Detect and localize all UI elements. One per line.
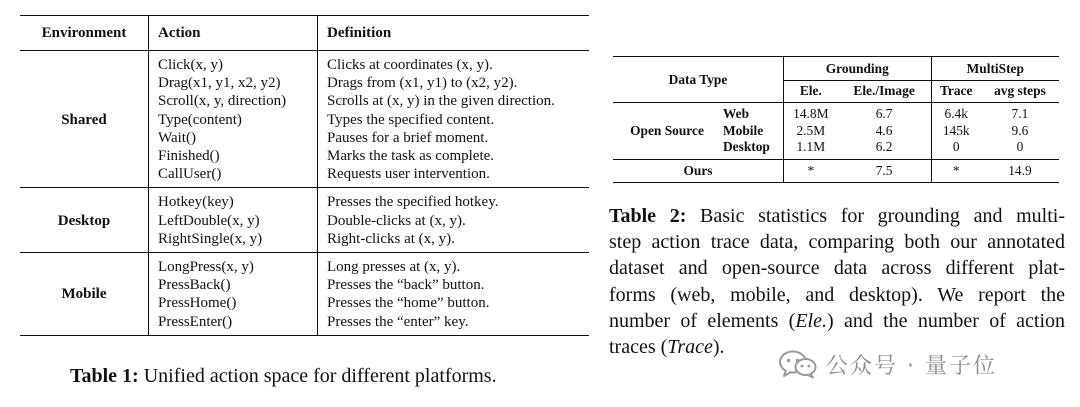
definition-text: Presses the “back” button. [327, 277, 485, 294]
header-multistep: MultiStep [931, 57, 1059, 81]
caption-line: dataset and open-source data across different plat- [609, 257, 1065, 280]
header-definition: Definition [318, 16, 590, 51]
cell-ele: 2.5M [796, 122, 826, 138]
header-data-type: Data Type [613, 57, 784, 103]
cell-trace: 6.4k [944, 106, 968, 121]
cell-trace: 0 [931, 139, 981, 159]
caption-label: Table 2: [609, 205, 687, 227]
group-desktop [20, 188, 589, 253]
cell-avg-steps: 9.6 [1011, 122, 1029, 138]
cell-ele: 14.8M [793, 106, 829, 121]
table-row [613, 103, 1059, 123]
table-1 [20, 15, 589, 336]
definition-text: Pauses for a brief moment. [327, 129, 489, 146]
cell-avg-steps: 7.1 [1011, 106, 1029, 121]
action-cell [149, 253, 318, 336]
wechat-icon [778, 349, 818, 379]
definition-text: Types the specified content. [327, 111, 495, 128]
definition-cell [318, 51, 590, 188]
header-action: Action [149, 16, 318, 51]
group-mobile [20, 253, 589, 336]
cell-avg-steps: 14.9 [1008, 162, 1032, 178]
definition-text: Long presses at (x, y). [327, 259, 461, 276]
definition-cell [318, 188, 590, 253]
caption-line [609, 203, 1065, 229]
watermark [778, 348, 997, 380]
env-label: Mobile [20, 253, 149, 336]
table-2-caption [609, 203, 1065, 360]
table-2 [613, 56, 1059, 183]
cell-trace: 145k [942, 122, 970, 138]
ours-label: Ours [613, 159, 784, 183]
header-trace: Trace [931, 80, 981, 103]
action-text: RightSingle(x, y) [158, 230, 263, 247]
definition-text: Presses the “enter” key. [327, 313, 469, 330]
cell-ele-image: 7.5 [838, 159, 931, 183]
action-text: PressBack() [158, 277, 231, 294]
env-label: Shared [20, 51, 149, 188]
caption-text: number of elements ( [609, 309, 796, 332]
definition-text: Requests user intervention. [327, 166, 490, 183]
action-text: LeftDouble(x, y) [158, 212, 260, 229]
platform-label: Web [721, 103, 784, 123]
header-ele-image: Ele./Image [838, 80, 931, 103]
definition-cell [318, 253, 590, 336]
action-text: LongPress(x, y) [158, 259, 254, 276]
caption-ele: Ele. [795, 309, 827, 332]
caption-line: step action trace data, comparing both our annotated [609, 231, 1065, 254]
caption-trace: Trace [667, 336, 713, 359]
action-cell [149, 51, 318, 188]
action-text: Click(x, y) [158, 57, 223, 73]
caption-text: ) and the number of action [827, 309, 1065, 332]
definition-text: Marks the task as complete. [327, 148, 495, 165]
header-environment: Environment [20, 16, 149, 51]
watermark-text: 公众号 · 量子位 [826, 353, 997, 379]
header-grounding: Grounding [784, 57, 932, 81]
cell-trace: * [952, 162, 960, 178]
cell-ele-image: 6.7 [838, 103, 931, 123]
env-label: Desktop [20, 188, 149, 253]
action-text: Hotkey(key) [158, 194, 234, 211]
action-text: CallUser() [158, 166, 222, 183]
platform-label: Mobile [721, 123, 784, 140]
action-text: PressEnter() [158, 313, 233, 330]
platform-label: Desktop [721, 139, 784, 159]
caption-label: Table 1: [70, 365, 139, 387]
action-text: Drag(x1, y1, x2, y2) [158, 75, 281, 92]
definition-text: Right-clicks at (x, y). [327, 230, 455, 247]
definition-text: Presses the specified hotkey. [327, 194, 499, 211]
action-text: Scroll(x, y, direction) [158, 93, 287, 110]
caption-line: forms (web, mobile, and desktop). We report the [609, 283, 1065, 306]
action-text: Wait() [158, 129, 196, 146]
definition-text: Clicks at coordinates (x, y). [327, 57, 493, 73]
action-cell [149, 188, 318, 253]
cell-ele-image: 6.2 [838, 139, 931, 159]
action-text: Finished() [158, 148, 220, 165]
cell-ele: 1.1M [784, 139, 838, 159]
caption-line [609, 308, 1065, 334]
action-text: PressHome() [158, 295, 237, 312]
cell-ele: * [807, 162, 815, 178]
cell-avg-steps: 0 [981, 139, 1059, 159]
open-source-label: Open Source [613, 103, 721, 160]
cell-ele-image: 4.6 [838, 123, 931, 140]
definition-text: Drags from (x1, y1) to (x2, y2). [327, 75, 518, 92]
group-shared [20, 51, 589, 188]
table-1-caption [70, 365, 497, 388]
definition-text: Presses the “home” button. [327, 295, 490, 312]
caption-text: ). [712, 336, 725, 359]
definition-text: Scrolls at (x, y) in the given direction. [327, 93, 555, 110]
header-avg-steps: avg steps [981, 80, 1059, 103]
table-row-ours [613, 159, 1059, 183]
header-ele: Ele. [784, 80, 838, 103]
caption-text: Basic statistics for grounding and multi- [686, 205, 1065, 227]
action-text: Type(content) [158, 111, 242, 128]
definition-text: Double-clicks at (x, y). [327, 212, 466, 229]
caption-text: traces ( [609, 336, 668, 359]
caption-text: Unified action space for different platforms. [138, 365, 497, 387]
